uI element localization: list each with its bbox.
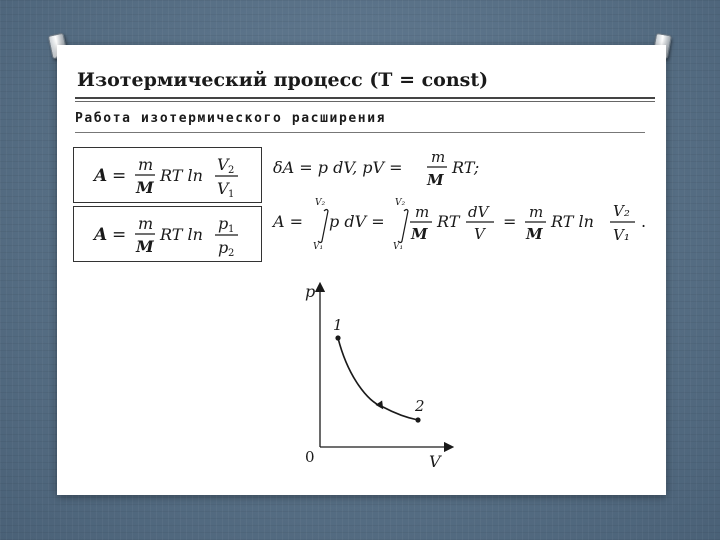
frac1-num: m bbox=[415, 203, 430, 221]
integral-sign-icon bbox=[318, 210, 328, 243]
formula-frac-num-sub: 2 bbox=[228, 165, 235, 176]
frac3-den: M bbox=[526, 225, 543, 243]
derivation-num-m: m bbox=[431, 148, 446, 166]
formula-frac-den-sub: 1 bbox=[228, 189, 235, 200]
frac3-num: m bbox=[529, 203, 544, 221]
eq2: = bbox=[503, 212, 517, 231]
integral2-lower-limit: V₁ bbox=[393, 242, 404, 252]
formula-volume bbox=[74, 148, 261, 202]
line-end-period: . bbox=[641, 212, 647, 231]
derivation-line-1 bbox=[269, 145, 569, 193]
formula-eq: = bbox=[112, 166, 127, 186]
y-axis-label: p bbox=[305, 282, 316, 301]
formula-eq: = bbox=[112, 225, 127, 245]
derivation-text-1: δA = p dV, pV = bbox=[273, 158, 403, 177]
point-1-marker bbox=[335, 335, 340, 340]
formula-rt-ln: RT ln bbox=[160, 225, 203, 244]
isotherm-curve bbox=[338, 338, 418, 420]
title-divider bbox=[75, 97, 655, 99]
formula-den-M: M bbox=[136, 237, 154, 256]
frac3-rt-ln: RT ln bbox=[551, 212, 594, 231]
frac1-rt: RT bbox=[437, 212, 460, 231]
formula-frac-den-sub: 2 bbox=[228, 248, 235, 259]
derivation-lhs: A = bbox=[273, 212, 304, 231]
isotherm-graph bbox=[293, 277, 463, 477]
point-1-label: 1 bbox=[333, 316, 343, 334]
frac4-den: V₁ bbox=[613, 226, 630, 244]
integral-upper-limit: V₂ bbox=[315, 198, 326, 208]
point-2-marker bbox=[415, 417, 420, 422]
formula-num-m: m bbox=[138, 214, 154, 233]
formula-lhs: A bbox=[94, 166, 108, 186]
integral2-sign-icon bbox=[398, 210, 408, 243]
formula-frac-num: p bbox=[218, 214, 229, 233]
derivation-text-2: RT; bbox=[452, 158, 480, 177]
x-axis-label: V bbox=[429, 452, 441, 471]
frac2-num: dV bbox=[468, 203, 489, 221]
formula-frac-num: V bbox=[217, 155, 229, 174]
formula-box-volume bbox=[73, 147, 262, 203]
formula-box-pressure bbox=[73, 206, 262, 262]
slide bbox=[57, 45, 666, 495]
formula-pressure bbox=[74, 207, 261, 261]
formula-frac-num-sub: 1 bbox=[228, 224, 235, 235]
derivation-line-2 bbox=[269, 193, 661, 253]
derivation-den-M: M bbox=[427, 171, 444, 189]
formula-frac-den: V bbox=[217, 179, 229, 198]
frac1-den: M bbox=[411, 225, 428, 243]
formula-lhs: A bbox=[94, 225, 108, 245]
frac4-num: V₂ bbox=[613, 202, 630, 220]
integral-lower-limit: V₁ bbox=[313, 242, 324, 252]
slide-subtitle: Работа изотермического расширения bbox=[75, 111, 387, 126]
integral2-upper-limit: V₂ bbox=[395, 198, 406, 208]
frac2-den: V bbox=[474, 225, 485, 243]
slide-title: Изотермический процесс (T = const) bbox=[77, 69, 489, 91]
formula-num-m: m bbox=[138, 155, 154, 174]
integrand-text: p dV = bbox=[329, 212, 385, 231]
title-divider-thin bbox=[75, 101, 655, 102]
formula-den-M: M bbox=[136, 178, 154, 197]
origin-label: 0 bbox=[305, 448, 315, 466]
point-2-label: 2 bbox=[415, 397, 425, 415]
formula-frac-den: p bbox=[218, 238, 229, 257]
formula-rt-ln: RT ln bbox=[160, 166, 203, 185]
subtitle-divider bbox=[75, 132, 645, 133]
